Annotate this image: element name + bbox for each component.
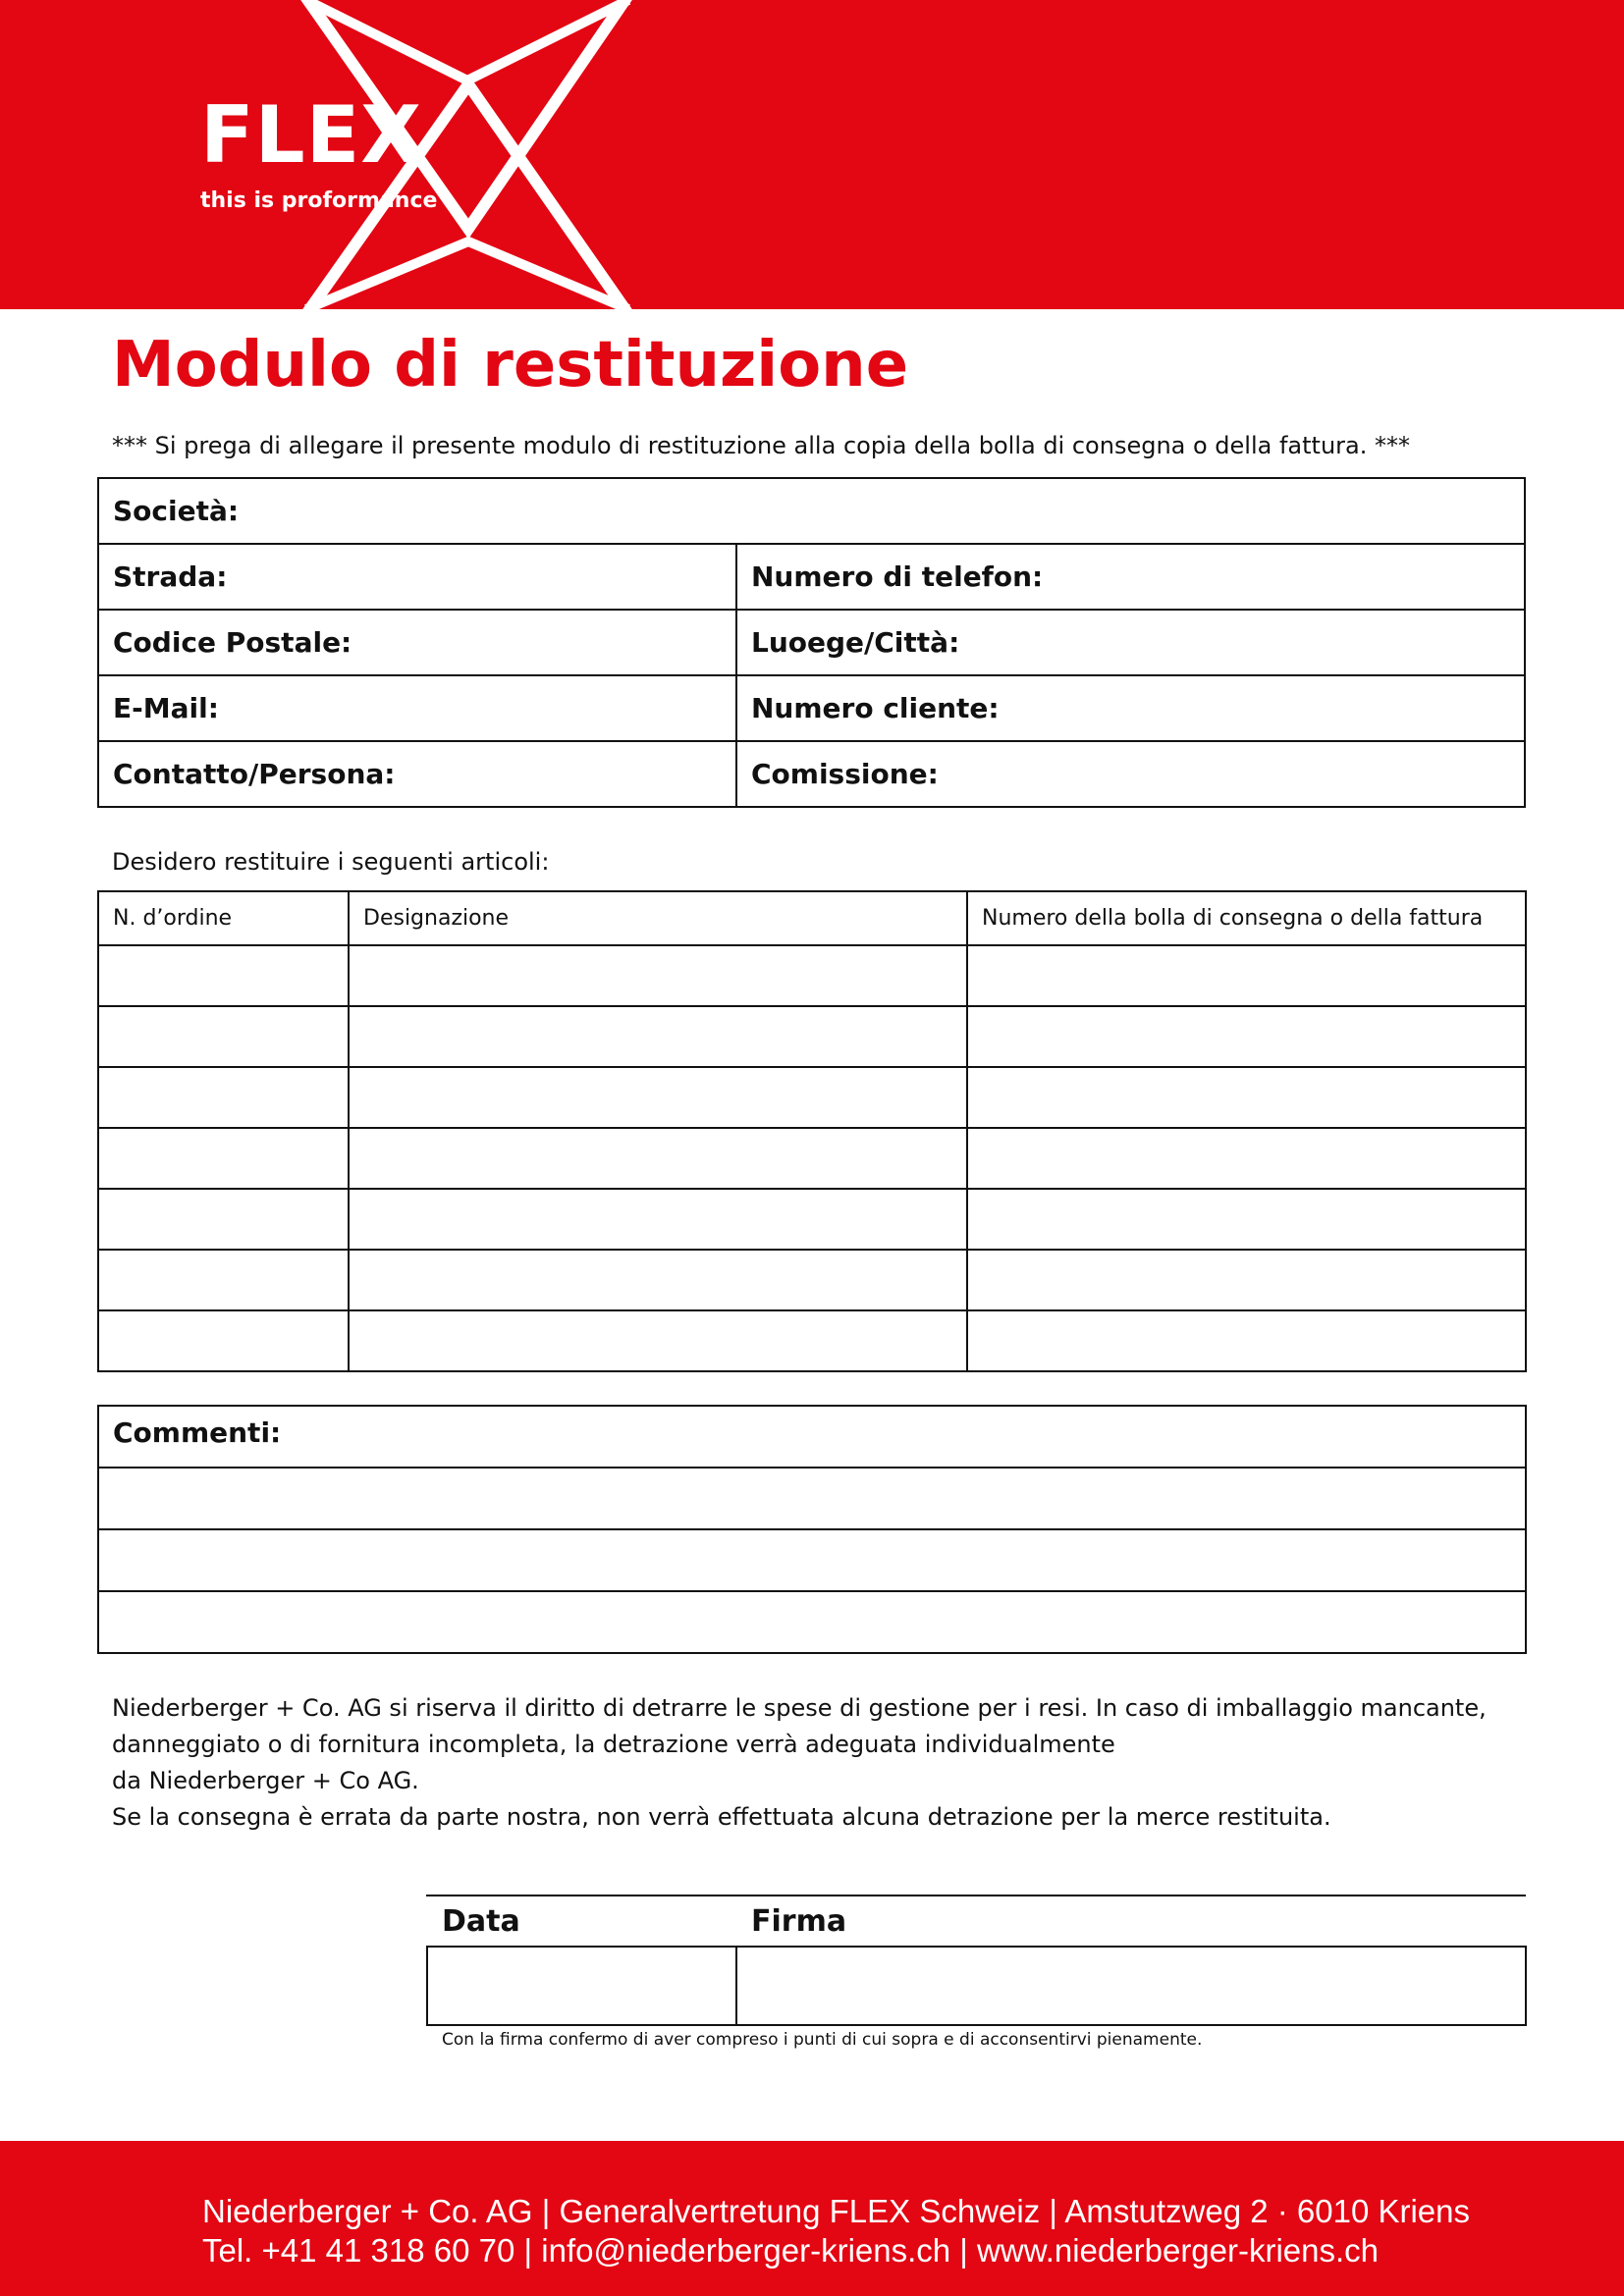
designation-cell[interactable]: [349, 1250, 967, 1310]
footer-contact: Tel. +41 41 318 60 70 | info@niederberger-kriens.ch | www.niederberger-kriens.ch: [202, 2232, 1380, 2269]
signature-confirmation: Con la firma confermo di aver compreso i punti di cui sopra e di acconsentirvi pienamente.: [442, 2030, 1203, 2050]
order-number-cell[interactable]: [98, 945, 349, 1006]
column-header-order-number: N. d’ordine: [98, 891, 349, 945]
designation-cell[interactable]: [349, 945, 967, 1006]
designation-cell[interactable]: [349, 1128, 967, 1189]
comment-line[interactable]: [98, 1468, 1526, 1529]
column-header-delivery-note: Numero della bolla di consegna o della fattura: [967, 891, 1526, 945]
order-number-cell[interactable]: [98, 1006, 349, 1067]
column-header-designation: Designazione: [349, 891, 967, 945]
items-intro: Desidero restituire i seguenti articoli:: [112, 848, 550, 876]
company-details-table: [97, 477, 1526, 808]
company-field[interactable]: Società:: [98, 478, 1525, 544]
delivery-note-cell[interactable]: [967, 1250, 1526, 1310]
delivery-note-cell[interactable]: [967, 1310, 1526, 1371]
attachment-note: *** Si prega di allegare il presente modulo di restituzione alla copia della bolla di consegna o della fattura. ***: [112, 432, 1410, 459]
disclaimer-line: danneggiato o di fornitura incompleta, la detrazione verrà adeguata individualmente: [112, 1731, 1115, 1758]
order-number-cell[interactable]: [98, 1128, 349, 1189]
comment-line[interactable]: [98, 1529, 1526, 1591]
designation-cell[interactable]: [349, 1189, 967, 1250]
table-row: [98, 945, 1526, 1006]
postal-code-field[interactable]: Codice Postale:: [98, 610, 736, 675]
comments-label[interactable]: Commenti:: [98, 1406, 1526, 1468]
date-field[interactable]: [427, 1947, 736, 2025]
disclaimer-text: [112, 1690, 1526, 1836]
signature-field[interactable]: [736, 1947, 1526, 2025]
table-row: [98, 1067, 1526, 1128]
signature-divider: [426, 1895, 1526, 1896]
customer-number-field[interactable]: Numero cliente:: [736, 675, 1525, 741]
delivery-note-cell[interactable]: [967, 1189, 1526, 1250]
designation-cell[interactable]: [349, 1006, 967, 1067]
comment-line[interactable]: [98, 1591, 1526, 1653]
logo-text: FLEX: [200, 89, 422, 181]
commission-field[interactable]: Comissione:: [736, 741, 1525, 807]
city-field[interactable]: Luoege/Città:: [736, 610, 1525, 675]
table-row: [98, 1128, 1526, 1189]
page-title: Modulo di restituzione: [112, 329, 909, 401]
comments-table: [97, 1405, 1527, 1654]
header-banner: [0, 0, 1624, 309]
email-field[interactable]: E-Mail:: [98, 675, 736, 741]
table-row: [98, 1006, 1526, 1067]
order-number-cell[interactable]: [98, 1310, 349, 1371]
order-number-cell[interactable]: [98, 1189, 349, 1250]
table-row: [98, 1189, 1526, 1250]
delivery-note-cell[interactable]: [967, 1006, 1526, 1067]
order-number-cell[interactable]: [98, 1067, 349, 1128]
contact-field[interactable]: Contatto/Persona:: [98, 741, 736, 807]
disclaimer-line: Se la consegna è errata da parte nostra, non verrà effettuata alcuna detrazione per la merce restituita.: [112, 1803, 1331, 1831]
disclaimer-line: da Niederberger + Co AG.: [112, 1767, 419, 1794]
delivery-note-cell[interactable]: [967, 1067, 1526, 1128]
table-row: [98, 1250, 1526, 1310]
logo-tagline: this is proformance: [200, 188, 438, 213]
order-number-cell[interactable]: [98, 1250, 349, 1310]
designation-cell[interactable]: [349, 1310, 967, 1371]
disclaimer-line: Niederberger + Co. AG si riserva il diritto di detrarre le spese di gestione per i resi. In caso di imballaggio mancante,: [112, 1694, 1487, 1722]
table-row: [98, 1310, 1526, 1371]
footer-address: Niederberger + Co. AG | Generalvertretung FLEX Schweiz | Amstutzweg 2 · 6010 Kriens: [202, 2193, 1471, 2229]
phone-field[interactable]: Numero di telefon:: [736, 544, 1525, 610]
designation-cell[interactable]: [349, 1067, 967, 1128]
brand-logo: [200, 89, 438, 213]
footer-banner: [0, 2141, 1624, 2296]
return-items-table: [97, 890, 1527, 1372]
delivery-note-cell[interactable]: [967, 945, 1526, 1006]
signature-label: Firma: [751, 1904, 847, 1939]
street-field[interactable]: Strada:: [98, 544, 736, 610]
delivery-note-cell[interactable]: [967, 1128, 1526, 1189]
date-label: Data: [442, 1904, 520, 1939]
signature-table: [426, 1946, 1527, 2026]
